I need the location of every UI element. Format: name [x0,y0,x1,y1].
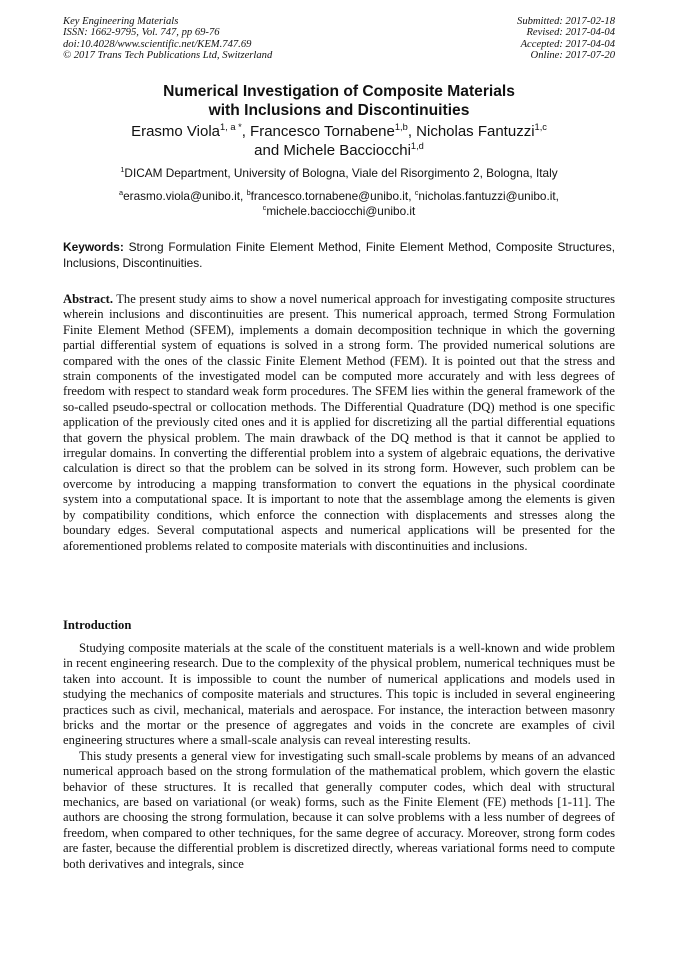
title-line-2: with Inclusions and Discontinuities [208,102,470,119]
intro-paragraph-1: Studying composite materials at the scale of the constituent materials is a well-known and wide problem in recent engineering research. Due to the complexity of the physical problem, numerical techniques must be taken into account. It is impossible to count the number of numerical applications and models used in studying the mechanics of composite materials and structures. This topic is included in several engineering practices such as civil, mechanical, materials and aerospace. For instance, the interaction between masonry bricks and the mortar or the presence of aggregates and voids in the concrete are examples of civil engineering structures where a small-scale analysis can reveal interesting results. [63,641,615,748]
keywords-text: Strong Formulation Finite Element Method, Finite Element Method, Composite Structures, Inclusions, Discontinuities. [63,240,615,270]
introduction-heading: Introduction [63,618,132,632]
author-name: Erasmo Viola [131,123,220,140]
emails-line-1 [0,189,678,204]
author-name: , Nicholas Fantuzzi [407,123,535,140]
email-link: francesco.tornabene@unibo.it, [250,189,415,203]
author-list [0,122,678,160]
author-name: , Francesco Tornabene [241,123,395,140]
journal-name: Key Engineering Materials [63,16,179,27]
author-name: and Michele Bacciocchi [254,142,411,159]
email-sup: a [119,188,124,198]
revised-date: Revised: 2017-04-04 [526,27,615,39]
email-link: erasmo.viola@unibo.it, [123,189,247,203]
emails-line-2 [0,204,678,219]
authors-line-1 [0,122,678,141]
affiliation [0,166,678,181]
abstract-label: Abstract. [63,292,114,306]
journal-info [63,16,272,62]
online-date: Online: 2017-07-20 [530,50,615,62]
keywords-block [63,240,615,271]
email-link: michele.bacciocchi@unibo.it [266,204,416,218]
title-line-1: Numerical Investigation of Composite Materials [163,83,515,100]
author-affil-sup: 1, a * [220,122,242,132]
submitted-date: Submitted: 2017-02-18 [517,16,615,27]
author-emails [0,189,678,219]
submission-dates [517,16,615,62]
affiliation-text: DICAM Department, University of Bologna, Viale del Risorgimento 2, Bologna, Italy [124,166,558,180]
paper-title [0,82,678,120]
email-link: nicholas.fantuzzi@unibo.it, [418,189,559,203]
author-affil-sup: 1,c [534,122,547,132]
accepted-date: Accepted: 2017-04-04 [520,38,615,50]
email-sup: c [262,203,267,213]
copyright-line: © 2017 Trans Tech Publications Ltd, Switzerland [63,50,273,62]
keywords-label: Keywords: [63,240,124,254]
email-sup: b [246,188,251,198]
doi-line: doi:10.4028/www.scientific.net/KEM.747.69 [63,38,252,50]
authors-line-2 [0,141,678,160]
author-affil-sup: 1,d [410,141,424,151]
author-affil-sup: 1,b [394,122,408,132]
issn-line: ISSN: 1662-9795, Vol. 747, pp 69-76 [63,27,220,39]
intro-paragraph-2: This study presents a general view for investigating such small-scale problems by means of an advanced numerical approach based on the strong formulation of the mathematical problem, which govern the elastic behavior of these structures. It is recalled that generally computer codes, which deal with structural mechanics, are based on variational (or weak) forms, such as the Finite Element (FE) methods [1-11]. The authors are choosing the strong formulation, because it can solve problems with a less number of degrees of freedom, when compared to other techniques, for the same degree of accuracy. Moreover, strong form codes are faster, because the differential problem is discretized directly, whereas variational forms need to compute both derivatives and integrals, since [63,748,615,871]
introduction-body [63,641,615,872]
affiliation-sup: 1 [120,165,125,175]
abstract-block [63,292,615,554]
abstract-text: The present study aims to show a novel numerical approach for investigating composite structures wherein inclusions and discontinuities are present. This numerical approach, termed Strong Formulation Finite Element Method (SFEM), implements a domain decomposition technique in which the governing partial differential system of equations is solved in a strong form. The provided numerical solutions are compared with the ones of the classic Finite Element Method (FEM). It is pointed out that the stress and strain components of the investigated model can be computed more accurately and with less degrees of freedom with respect to standard weak form procedures. The SFEM lies within the general framework of the so-called pseudo-spectral or collocation methods. The Differential Quadrature (DQ) method is one specific application of the previously cited ones and it is applied for discretizing all the partial differential equations that govern the physical problem. The main drawback of the DQ method is that it cannot be applied to irregular domains. In converting the differential problem into a system of algebraic equations, the derivative calculation is direct so that the problem can be solved in its strong form. However, such problem can be overcome by introducing a mapping transformation to convert the equations in the physical coordinate system into a computational space. It is important to note that the assemblage among the elements is given by compatibility conditions, which enforce the connection with displacements and stresses along the boundary edges. Several computational aspects and numerical applications will be presented for the aforementioned problems related to composite materials with discontinuities and inclusions. [63,292,615,553]
email-sup: c [414,188,419,198]
